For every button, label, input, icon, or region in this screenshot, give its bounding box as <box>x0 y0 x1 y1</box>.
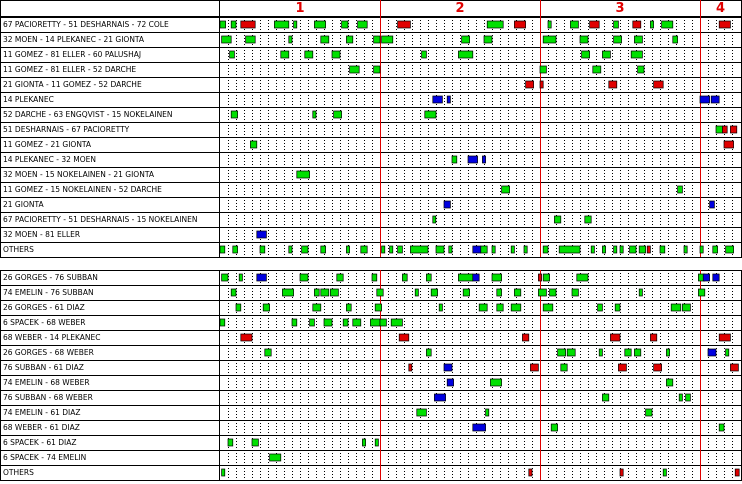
shift-bar <box>684 246 687 253</box>
shift-bar <box>375 304 381 311</box>
shift-bar <box>602 246 605 253</box>
shift-bar <box>337 274 343 281</box>
row-label: 21 GIONTA - 11 GOMEZ - 52 DARCHE <box>3 80 142 89</box>
shift-bar <box>590 21 600 28</box>
shift-bar <box>602 51 610 58</box>
shift-bar <box>468 156 478 163</box>
shift-bar <box>650 334 656 341</box>
shift-bar <box>260 246 265 253</box>
row-label: 26 GORGES - 68 WEBER <box>3 348 94 357</box>
shift-bar <box>246 36 256 43</box>
shift-bar <box>631 51 642 58</box>
shift-bar <box>650 21 653 28</box>
shift-bar <box>514 289 520 296</box>
shift-bar <box>633 21 641 28</box>
shift-bar <box>481 246 487 253</box>
shift-bar <box>497 289 502 296</box>
shift-bar <box>231 21 236 28</box>
shift-bar <box>332 51 340 58</box>
shift-bar <box>305 51 313 58</box>
shift-bar <box>673 36 678 43</box>
shift-bar <box>615 304 620 311</box>
shift-bar <box>372 274 377 281</box>
shift-bar <box>231 289 236 296</box>
shift-bar <box>447 379 453 386</box>
shift-bar <box>700 96 710 103</box>
shift-bar <box>220 246 225 253</box>
shift-bar <box>567 349 575 356</box>
shift-bar <box>473 274 479 281</box>
shift-bar <box>678 186 683 193</box>
shift-bar <box>265 349 271 356</box>
shift-bar <box>582 51 590 58</box>
shift-bar <box>638 66 644 73</box>
shift-bar <box>593 66 601 73</box>
shift-bar <box>703 274 709 281</box>
shift-bar <box>679 394 682 401</box>
row-label: 51 DESHARNAIS - 67 PACIORETTY <box>3 125 130 134</box>
shift-bar <box>625 349 631 356</box>
shift-bar <box>484 36 492 43</box>
row-label: 26 GORGES - 76 SUBBAN <box>3 273 98 282</box>
shift-bar <box>292 319 297 326</box>
shift-bar <box>724 141 734 148</box>
row-label: 52 DARCHE - 63 ENGQVIST - 15 NOKELAINEN <box>3 110 173 119</box>
row-label: 74 EMELIN - 68 WEBER <box>3 378 90 387</box>
shift-bar <box>447 96 450 103</box>
shift-bar <box>511 246 514 253</box>
shift-bar <box>270 454 281 461</box>
shift-bar <box>522 334 528 341</box>
shift-bar <box>282 289 293 296</box>
shift-bar <box>375 439 378 446</box>
shift-bar <box>449 246 452 253</box>
shift-bar <box>559 246 580 253</box>
shift-bar <box>479 304 487 311</box>
shift-bar <box>409 364 412 371</box>
row-label: 6 SPACEK - 68 WEBER <box>3 318 86 327</box>
shift-bar <box>399 334 409 341</box>
shift-bar <box>663 469 666 476</box>
shift-bar <box>330 289 338 296</box>
shift-bar <box>374 36 380 43</box>
shift-bar <box>398 246 403 253</box>
shift-bar <box>274 21 288 28</box>
row-label: 74 EMELIN - 76 SUBBAN <box>3 288 94 297</box>
row-label: 11 GOMEZ - 15 NOKELAINEN - 52 DARCHE <box>3 185 162 194</box>
shift-bar <box>577 274 588 281</box>
shift-bar <box>314 21 325 28</box>
row-label: 21 GIONTA <box>3 200 44 209</box>
shift-bar <box>374 66 380 73</box>
shift-bar <box>228 439 233 446</box>
shift-bar <box>313 111 316 118</box>
shift-bar <box>719 21 730 28</box>
shift-bar <box>346 304 351 311</box>
shift-bar <box>511 304 521 311</box>
shift-bar <box>417 409 427 416</box>
shift-bar <box>361 246 367 253</box>
shift-bar <box>716 126 722 133</box>
shift-bar <box>263 304 269 311</box>
shift-bar <box>439 304 442 311</box>
row-label: 67 PACIORETTY - 51 DESHARNAIS - 72 COLE <box>3 20 169 29</box>
row-label: 11 GOMEZ - 81 ELLER - 52 DARCHE <box>3 65 137 74</box>
shift-bar <box>426 349 431 356</box>
shift-bar <box>698 289 704 296</box>
shift-bar <box>662 21 673 28</box>
shift-bar <box>220 21 226 28</box>
shift-bar <box>252 439 258 446</box>
shift-bar <box>281 51 289 58</box>
shift-bar <box>482 156 485 163</box>
shift-bar <box>686 394 691 401</box>
row-label: 32 MOEN - 81 ELLER <box>3 230 81 239</box>
shift-bar <box>324 319 332 326</box>
shift-bar <box>540 81 543 88</box>
period-label-4: 4 <box>715 1 726 16</box>
shift-bar <box>530 364 538 371</box>
shift-bar <box>548 21 551 28</box>
shift-bar <box>614 21 619 28</box>
period-label-1: 1 <box>295 1 305 16</box>
row-label: 67 PACIORETTY - 51 DESHARNAIS - 15 NOKELAINEN <box>3 215 198 224</box>
shift-bar <box>543 304 553 311</box>
shift-bar <box>313 304 321 311</box>
shift-bar <box>543 246 548 253</box>
shift-bar <box>620 246 623 253</box>
row-label: 6 SPACEK - 61 DIAZ <box>3 438 77 447</box>
shift-bar <box>614 246 617 253</box>
shift-bar <box>558 349 566 356</box>
shift-bar <box>220 319 225 326</box>
shift-bar <box>710 201 715 208</box>
shift-bar <box>321 246 326 253</box>
shift-bar <box>682 304 690 311</box>
shift-bar <box>398 21 411 28</box>
shift-bar <box>422 51 427 58</box>
shift-bar <box>492 274 502 281</box>
shift-bar <box>241 21 255 28</box>
shift-bar <box>241 334 252 341</box>
period-label-3: 3 <box>615 1 625 16</box>
shift-bar <box>620 469 623 476</box>
shift-bar <box>585 216 591 223</box>
shift-bar <box>599 349 602 356</box>
period-label-2: 2 <box>455 1 465 16</box>
shift-bar <box>297 171 310 178</box>
shift-bar <box>380 319 386 326</box>
row-label: 32 MOEN - 14 PLEKANEC - 21 GIONTA <box>3 35 145 44</box>
shift-bar <box>722 126 727 133</box>
shift-bar <box>666 349 669 356</box>
row-label: 14 PLEKANEC <box>3 95 54 104</box>
row-label: OTHERS <box>3 468 34 477</box>
shift-bar <box>735 469 739 476</box>
shift-bar <box>700 246 703 253</box>
shift-bar <box>390 246 393 253</box>
shift-bar <box>353 319 361 326</box>
shift-bar <box>660 246 665 253</box>
shift-bar <box>346 36 352 43</box>
row-label: 68 WEBER - 14 PLEKANEC <box>3 333 101 342</box>
shift-bar <box>543 274 549 281</box>
shift-bar <box>239 274 242 281</box>
shift-bar <box>289 36 292 43</box>
shift-bar <box>231 111 237 118</box>
shift-bar <box>591 246 594 253</box>
shift-bar <box>538 274 541 281</box>
shift-bar <box>580 36 588 43</box>
shift-bar <box>343 319 348 326</box>
shift-bar <box>358 21 368 28</box>
shift-bar <box>634 349 640 356</box>
shift-bar <box>719 424 724 431</box>
shift-bar <box>730 126 736 133</box>
shift-bar <box>289 246 292 253</box>
shift-bar <box>490 379 501 386</box>
shift-bar <box>526 81 534 88</box>
shift-bar <box>473 246 481 253</box>
shift-bar <box>346 246 349 253</box>
shift-bar <box>708 349 716 356</box>
shift-bar <box>233 246 238 253</box>
shift-bar <box>382 36 393 43</box>
shift-bar <box>444 364 452 371</box>
row-label: 74 EMELIN - 61 DIAZ <box>3 408 81 417</box>
period-header <box>1 1 742 17</box>
shift-bar <box>436 246 444 253</box>
row-label: 76 SUBBAN - 61 DIAZ <box>3 363 84 372</box>
shift-bar <box>362 439 365 446</box>
shift-bar <box>382 246 385 253</box>
shift-bar <box>618 364 626 371</box>
row-label: 11 GOMEZ - 81 ELLER - 60 PALUSHAJ <box>3 50 142 59</box>
shift-bar <box>321 36 329 43</box>
shift-bar <box>391 319 402 326</box>
shift-bar <box>543 36 556 43</box>
shift-bar <box>377 289 383 296</box>
shift-bar <box>222 469 225 476</box>
shift-bar <box>342 21 348 28</box>
shift-bar <box>550 289 556 296</box>
shift-bar <box>554 216 560 223</box>
shift-bar <box>426 274 431 281</box>
shift-bar <box>300 274 308 281</box>
shift-bar <box>654 364 662 371</box>
shift-bar <box>433 216 436 223</box>
shift-bar <box>402 274 407 281</box>
shift-bar <box>614 36 622 43</box>
shift-bar <box>434 394 445 401</box>
shift-bar <box>634 36 642 43</box>
shift-bar <box>639 289 642 296</box>
shift-bar <box>630 246 636 253</box>
shift-bar <box>463 289 469 296</box>
shift-bar <box>654 81 664 88</box>
row-label: 6 SPACEK - 74 EMELIN <box>3 453 87 462</box>
shift-bar <box>222 274 228 281</box>
row-label: 32 MOEN - 15 NOKELAINEN - 21 GIONTA <box>3 170 154 179</box>
shift-bar <box>302 246 308 253</box>
shift-bar <box>726 246 734 253</box>
shift-bar <box>713 246 718 253</box>
shift-bar <box>310 319 315 326</box>
shift-bar <box>486 409 489 416</box>
shift-bar <box>236 304 241 311</box>
shift-bar <box>458 51 472 58</box>
shift-bar <box>713 274 719 281</box>
shift-bar <box>452 156 457 163</box>
shift-bar <box>410 246 428 253</box>
shift-bar <box>538 289 546 296</box>
shift-bar <box>370 319 380 326</box>
shift-bar <box>671 304 681 311</box>
shift-bar <box>529 469 532 476</box>
shift-bar <box>514 21 525 28</box>
row-label: OTHERS <box>3 245 34 254</box>
shift-bar <box>646 409 652 416</box>
shift-bar <box>321 289 329 296</box>
shift-bar <box>250 141 256 148</box>
shift-bar <box>462 36 470 43</box>
shift-bar <box>431 289 437 296</box>
shift-bar <box>257 274 267 281</box>
row-label: 11 GOMEZ - 21 GIONTA <box>3 140 92 149</box>
shift-bar <box>602 394 608 401</box>
shift-bar <box>222 36 232 43</box>
shift-bar <box>570 21 578 28</box>
shift-bar <box>639 246 645 253</box>
shift-bar <box>487 21 503 28</box>
shift-bar <box>551 424 557 431</box>
shift-bar <box>572 289 578 296</box>
row-label: 14 PLEKANEC - 32 MOEN <box>3 155 96 164</box>
shift-bar <box>294 21 297 28</box>
shift-bar <box>425 111 436 118</box>
shift-bar <box>350 66 360 73</box>
shift-bar <box>609 81 617 88</box>
row-label: 26 GORGES - 61 DIAZ <box>3 303 85 312</box>
shift-bar <box>444 201 450 208</box>
shift-bar <box>610 334 620 341</box>
shift-bar <box>415 289 418 296</box>
shift-bar <box>711 96 719 103</box>
shift-bar <box>726 349 729 356</box>
shift-bar <box>524 246 527 253</box>
shift-bar <box>334 111 342 118</box>
row-label: 76 SUBBAN - 68 WEBER <box>3 393 93 402</box>
shift-bar <box>730 364 738 371</box>
shift-bar <box>257 231 267 238</box>
shift-bar <box>598 304 603 311</box>
shift-bar <box>666 379 672 386</box>
shift-bar <box>502 186 510 193</box>
shift-bar <box>230 51 235 58</box>
shift-bar <box>314 289 319 296</box>
shift-bar <box>458 274 472 281</box>
shift-bar <box>473 424 486 431</box>
shift-bar <box>433 96 443 103</box>
row-label: 68 WEBER - 61 DIAZ <box>3 423 80 432</box>
shift-bar <box>540 66 546 73</box>
shift-bar <box>492 246 495 253</box>
shift-bar <box>719 334 730 341</box>
shift-bar <box>647 246 650 253</box>
shift-bar <box>497 304 503 311</box>
shift-bar <box>561 364 567 371</box>
